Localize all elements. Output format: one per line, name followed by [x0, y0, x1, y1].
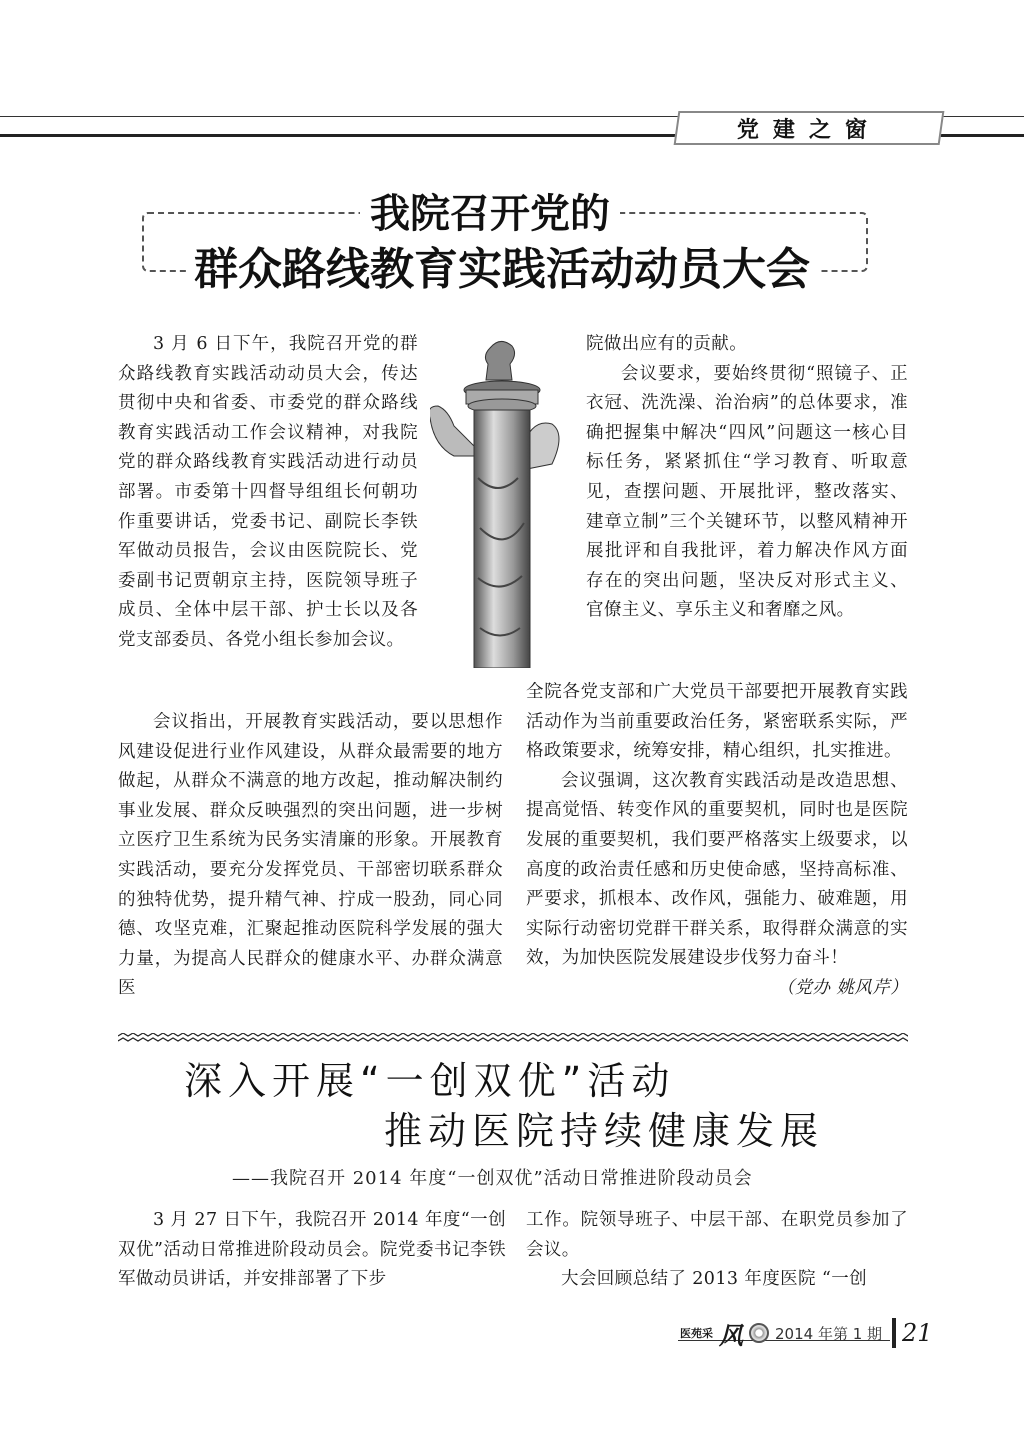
article1-paragraph-2: 会议指出，开展教育实践活动，要以思想作风建设促进行业作风建设，从群众最需要的地方做起，从群众不满意的地方改起，推动解决制约事业发展、群众反映强烈的突出问题，进一步树立医疗卫生系统为民务实清廉的形象。开展教育实践活动，要充分发挥党员、干部密切联系群众的独特优势，提升精气神、拧成一股劲，同心同德、攻坚克难，汇聚起推动医院科学发展的强大力量，为提高人民群众的健康水平、办群众满意医 [118, 712, 503, 999]
article1-paragraph-1-continued: 院做出应有的贡献。 [586, 334, 748, 354]
pillar-image-icon [430, 338, 580, 668]
page-footer [680, 1318, 933, 1348]
article1-right-column-top [586, 330, 908, 626]
wavy-divider [118, 1033, 908, 1043]
issue-label: 2014 年第 1 期 [775, 1324, 883, 1343]
article1-title-line1: 我院召开党的 [360, 194, 620, 234]
hospital-logo-icon [749, 1323, 769, 1343]
article2-right-column [526, 1206, 908, 1295]
article1-left-column-bottom [118, 708, 503, 1004]
article2-title-line2: 推动医院持续健康发展 [384, 1109, 825, 1153]
article1-paragraph-3-tail: 全院各党支部和广大党员干部要把开展教育实践活动作为当前重要政治任务，紧密联系实际，严格政策要求，统筹安排，精心组织，扎实推进。 [526, 682, 908, 762]
article1-paragraph-3: 会议要求，要始终贯彻“照镜子、正衣冠、洗洗澡、治治病”的总体要求，准确把握集中解决“四风”问题这一核心目标任务，紧紧抓住“学习教育、听取意见，查摆问题、开展批评，整改落实、建章立制”三个关键环节，以整风精神开展批评和自我批评，着力解决作风方面存在的突出问题，坚决反对形式主义、官僚主义、享乐主义和奢靡之风。 [586, 363, 908, 621]
article2-paragraph-1: 3 月 27 日下午，我院召开 2014 年度“一创双优”活动日常推进阶段动员会。院党委书记李铁军做动员讲话，并安排部署了下步 [118, 1210, 506, 1290]
section-label-box [674, 111, 945, 145]
article1-paragraph-1: 3 月 6 日下午，我院召开党的群众路线教育实践活动动员大会，传达贯彻中央和省委、市委党的群众路线教育实践活动工作会议精神，对我院党的群众路线教育实践活动进行动员部署。市委第十四督导组组长何朝功作重要讲话，党委书记、副院长李铁军做动员报告，会议由医院院长、党委副书记贾朝京主持，医院领导班子成员、全体中层干部、护士长以及各党支部委员、各党小组长参加会议。 [118, 334, 418, 650]
article1-title-line2: 群众路线教育实践活动动员大会 [186, 248, 818, 292]
magazine-name-script: 风 [719, 1320, 743, 1350]
page-number-bar [892, 1318, 896, 1348]
byline: （党办 姚风芹） [776, 977, 908, 998]
page-number: 21 [902, 1319, 933, 1347]
section-label: 党建之窗 [736, 116, 881, 143]
magazine-name: 医苑采 [680, 1327, 713, 1340]
article1-right-column-bottom [526, 678, 908, 1004]
article2-left-column [118, 1206, 506, 1295]
article2-title-line1: 深入开展“一创双优”活动 [184, 1059, 676, 1103]
article1-paragraph-4: 会议强调，这次教育实践活动是改造思想、提高觉悟、转变作风的重要契机，同时也是医院发展的重要契机，我们要严格落实上级要求，以高度的政治责任感和历史使命感，坚持高标准、严要求，抓根本、改作风，强能力、破难题，用实际行动密切党群干群关系，取得群众满意的实效，为加快医院发展建设步伐努力奋斗！ （党办 姚风芹） [526, 767, 908, 974]
article2-paragraph-1-continued: 工作。院领导班子、中层干部、在职党员参加了会议。 [526, 1210, 908, 1260]
article2-paragraph-2: 大会回顾总结了 2013 年度医院 “一创 [561, 1269, 868, 1290]
article1-left-column-top [118, 330, 418, 656]
article2-subtitle: ——我院召开 2014 年度“一创双优”活动日常推进阶段动员会 [232, 1168, 753, 1189]
